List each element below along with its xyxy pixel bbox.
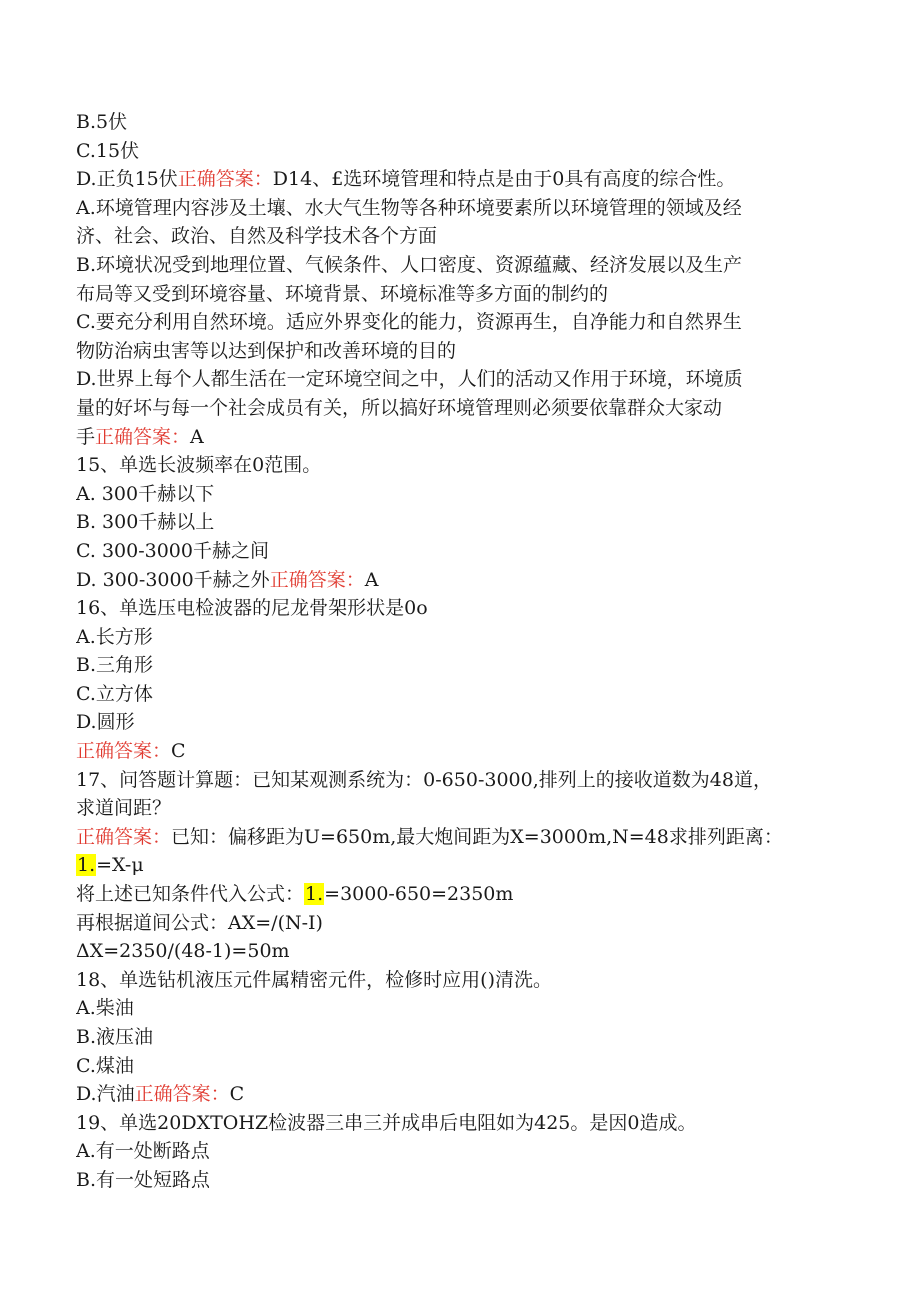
highlighted-number: 1. [77,854,96,877]
text-segment: 济、社会、政治、自然及科学技术各个方面 [76,225,438,248]
text-line [76,766,846,795]
text-segment: 量的好坏与每一个社会成员有关，所以搞好环境管理则必须要依靠群众大家动 [76,396,723,419]
correct-answer-label: 正确答案： [76,825,172,848]
text-segment: D14、£选环境管理和特点是由于0具有高度的综合性。 [272,168,736,191]
text-line [76,623,846,652]
text-segment: 将上述已知条件代入公式： [76,883,305,906]
correct-answer-label: 正确答案： [134,1083,230,1106]
text-line [76,994,846,1023]
text-segment: 19、单选20DXTOHZ检波器三串三并成串后电阻如为425。是因0造成。 [76,1111,697,1134]
text-segment: C [229,1083,245,1106]
text-line [76,508,846,537]
text-segment: 16、单选压电检波器的尼龙骨架形状是0o [76,597,428,620]
text-line [76,1023,846,1052]
text-line [76,308,846,337]
text-segment: D.汽油 [76,1083,135,1106]
text-line [76,566,846,595]
text-segment: A [190,425,204,448]
text-line [76,451,846,480]
text-segment: D.圆形 [76,711,135,734]
text-line [76,594,846,623]
text-line [76,737,846,766]
text-segment: 15、单选长波频率在0范围。 [76,454,322,477]
text-line [76,480,846,509]
text-line [76,937,846,966]
correct-answer-label: 正确答案： [269,568,365,591]
correct-answer-label: 正确答案： [76,740,172,763]
text-segment: A [364,568,379,591]
text-line [76,394,846,423]
text-line [76,680,846,709]
text-segment: C.立方体 [76,682,153,705]
text-segment: ΔX=2350/(48-1)=50m [76,940,290,963]
text-segment: D. 300-3000千赫之外 [76,568,270,591]
text-segment: C.煤油 [76,1054,134,1077]
text-segment: 已知：偏移距为U=650m,最大炮间距为X=3000m,N=48求排列距离： [171,825,783,848]
text-line [76,365,846,394]
text-line [76,1166,846,1195]
text-line [76,708,846,737]
text-segment: 求道间距？ [76,797,172,820]
text-line [76,337,846,366]
text-line [76,165,846,194]
text-segment: 物防治病虫害等以达到保护和改善环境的目的 [76,339,457,362]
text-segment: A.环境管理内容涉及土壤、水大气生物等各种环境要素所以环境管理的领域及经 [76,196,742,219]
text-line [76,108,846,137]
text-segment: D.世界上每个人都生活在一定环境空间之中，人们的活动又作用于环境，环境质 [76,368,743,391]
text-line [76,1137,846,1166]
text-line [76,851,846,880]
text-segment: =X-μ [96,854,144,877]
text-segment: C.要充分利用自然环境。适应外界变化的能力，资源再生，自净能力和自然界生 [76,311,742,334]
text-segment: =3000-650=2350m [324,883,514,906]
text-segment: A. 300千赫以下 [76,482,215,505]
text-segment: 18、单选钻机液压元件属精密元件，检修时应用()清洗。 [76,968,553,991]
text-segment: A.柴油 [76,997,134,1020]
text-line [76,1109,846,1138]
text-line [76,794,846,823]
text-segment: C [171,740,186,763]
text-line [76,880,846,909]
correct-answer-label: 正确答案： [177,168,273,191]
text-segment: B.液压油 [76,1026,154,1048]
text-segment: 再根据道间公式：AX=/(N-I) [76,911,323,934]
text-segment: B. 300千赫以上 [76,511,215,534]
text-segment: B.有一处短路点 [76,1168,211,1191]
text-segment: C.15伏 [76,139,140,162]
text-line [76,651,846,680]
text-line [76,423,846,452]
text-segment: A.长方形 [76,625,153,648]
text-segment: 布局等又受到环境容量、环境背景、环境标准等多方面的制约的 [76,282,609,305]
text-line [76,909,846,938]
document-text-body [76,108,846,1195]
text-line [76,537,846,566]
text-line [76,823,846,852]
text-line [76,1052,846,1081]
correct-answer-label: 正确答案： [95,425,191,448]
text-line [76,966,846,995]
text-line [76,280,846,309]
text-segment: B.三角形 [76,654,154,677]
text-segment: B.5伏 [76,111,128,133]
text-line [76,1080,846,1109]
text-segment: C. 300-3000千赫之间 [76,539,269,562]
text-line [76,222,846,251]
text-segment: 17、问答题计算题：已知某观测系统为：0-650-3000,排列上的接收道数为48道， [76,768,772,791]
text-line [76,251,846,280]
text-segment: 手 [76,425,96,448]
text-line [76,194,846,223]
text-segment: B.环境状况受到地理位置、气候条件、人口密度、资源蕴藏、经济发展以及生产 [76,253,743,276]
text-segment: A.有一处断路点 [76,1140,210,1163]
text-segment: D.正负15伏 [76,168,178,191]
text-line [76,137,846,166]
highlighted-number: 1. [305,883,324,906]
